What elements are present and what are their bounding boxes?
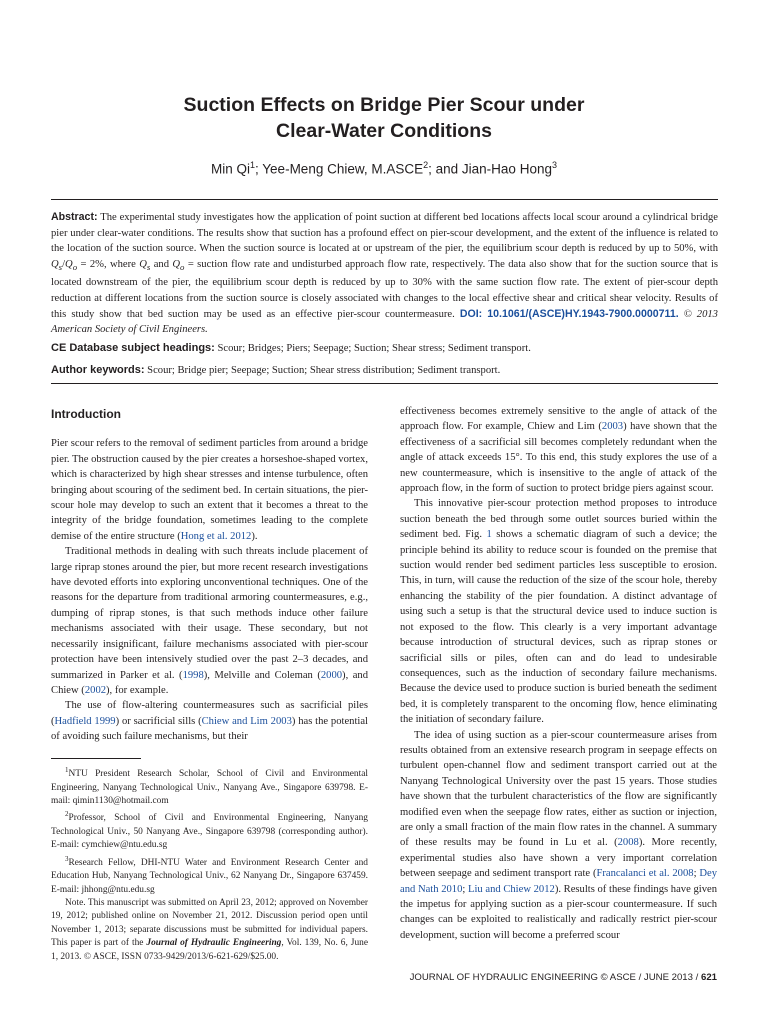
citation-link[interactable]: Dey and Nath 2010: [400, 868, 718, 895]
keywords-label: Author keywords:: [51, 364, 145, 376]
left-column: [51, 407, 368, 745]
paragraph: This innovative pier-scour protection method proposes to introduce suction beneath the bed through some outlet sources buried within the sediment bed. Fig. 1 shows a schematic diagram of such a device; the principle behind its ability to reduce scour is founded on the premise that suction would render bed sediment particles less susceptible to erosion. This, in turn, will cause the reduction of the size of the scour hole, thereby enhancing the stability of the pier foundation. A distinct advantage of using such a setup is that the structural device used to induce suction is not exposed to the flow. This clearly is a very important advantage because introduction of structural devices, such as riprap stones or sacrificial sills or piles, often can and do lead to undesirable consequences, such as the induction of secondary failure mechanisms. Because the device used to produce suction is buried beneath the sediment bed, it is completely transparent to the oncoming flow, hence eliminating the initiation of secondary failure.: [400, 498, 717, 726]
citation-link[interactable]: 2003: [601, 421, 624, 433]
citation-link[interactable]: 2008: [617, 837, 639, 849]
abstract-label: Abstract:: [51, 211, 98, 223]
citation-link[interactable]: Chiew and Lim 2003: [201, 715, 292, 727]
author-keywords: [51, 364, 718, 376]
copyright: © 2013 American Society of Civil Engineers.: [51, 308, 718, 336]
citation-link[interactable]: Liu and Chiew 2012: [468, 883, 555, 895]
affil-mark-3: 3: [551, 160, 557, 170]
paragraph: The use of flow-altering countermeasures such as sacrificial piles (Hadfield 1999) or sacrificial sills (Chiew and Lim 2003) has the potential of avoiding such failure mechanisms, but their: [51, 700, 368, 743]
journal-name: Journal of Hydraulic Engineering: [146, 938, 282, 949]
abstract-text: The experimental study investigates how the application of point suction at different bed locations affects local scour around a cylindrical bridge pier under clear-water conditions. The results show that suction has a profound effect on pier-scour development, and the extent of the influence is related to the location of the suction source. When the suction source is located at or upstream of the pier, the equilibrium scour depth is reduced by up to 50%, with: [51, 212, 718, 255]
page-number: 621: [700, 972, 717, 983]
submission-note: Note. This manuscript was submitted on April 23, 2012; approved on November 19, 2012; published online on November 21, 2012. Discussion period open until November 1, 2013; separate discussions must be submitted for individual papers. This paper is part of the Journal of Hydraulic Engineering, Vol. 139, No. 6, June 1, 2013. © ASCE, ISSN 0733-9429/2013/6-621-629/$25.00.: [51, 898, 368, 962]
paragraph: The idea of using suction as a pier-scour countermeasure arises from results obtained from an extensive research program in seepage effects on turbulent open-channel flow and sediment transport carried out at the Nanyang Technological University over the past 15 years. Those studies have shown that the turbulent characteristics of the flow are significantly modified even when the seepage flow rates, either as suction or injection, are only a small fraction of the main flow rates in the channel. A summary of these results may be found in Lu et al. (2008). More recently, experimental studies also have shown a very important correlation between seepage and sediment transport rate (Francalanci et al. 2008; Dey and Nath 2010; Liu and Chiew 2012). Results of these findings have given the impetus for applying suction as a pier-scour countermeasure. If such changes can be exploited to realistically and radically restrict pier-scour development, suction will become a preferred scour: [400, 729, 718, 941]
abstract-bottom-rule: [51, 383, 718, 384]
author-2: ; Yee-Meng Chiew, M.ASCE: [255, 161, 424, 177]
paragraph: Traditional methods in dealing with such threats include placement of large riprap stones around the pier, but more recent research investigations have devoted efforts into exploring unconventional techniques. One of the reasons for the departure from traditional armoring countermeasures, e.g., dumping of riprap stones, is that such methods induce other failure mechanisms associated with their usage. These secondary, but not necessarily insignificant, failure mechanisms associated with pier-scour protection have been intensively studied over the past 2–3 decades, and summarized in Parker et al. (1998), Melville and Coleman (2000), and Chiew (2002), for example.: [51, 546, 369, 696]
abstract-top-rule: [51, 199, 718, 200]
abstract: Abstract: The experimental study investigates how the application of point suction at different bed locations affects local scour around a cylindrical bridge pier under clear-water conditions. The results show that suction has a profound effect on pier-scour development, and the extent of the influence is related to the location of the suction source. When the suction source is located at or upstream of the pier, the equilibrium scour depth is reduced by up to 50%, with $Q_s/Q_o = 2\%$, where $Q_s$ and $Q_o$ = suction flow rate and undisturbed approach flow rate, respectively. The data also show that for the suction source that is located downstream of the pier, the equilibrium scour depth is reduced by up to 30% with the same suction flow rate. The extent of pier-scour depth reduction at different locations from the suction source is closely associated with changes to the local effective shear and critical shear velocity. Results of this study show that bed suction may be used as an effective pier-scour countermeasure. DOI: 10.1061/(ASCE)HY.1943-7900.0000711. © 2013 American Society of Civil Engineers.: [51, 211, 719, 336]
figure-link[interactable]: 1: [486, 529, 492, 541]
doi-link[interactable]: 10.1061/(ASCE)HY.1943-7900.0000711.: [487, 307, 679, 320]
subject-label: CE Database subject headings:: [51, 342, 215, 354]
right-column: [400, 404, 717, 943]
paper-title: [0, 92, 768, 144]
citation-link[interactable]: Hadfield 1999: [54, 715, 116, 727]
paragraph: Pier scour refers to the removal of sediment particles from around a bridge pier. The obstruction caused by the pier creates a horseshoe-shaped vortex, which is characterized by high shear stresses and intense turbulence, often bringing about scouring of the sediment bed. In certain situations, the pier-scour hole may develop to such an extent that it becomes a threat to the integrity of the bridge foundation, sometimes leading to the complete demise of the entire structure (Hong et al. 2012).: [51, 438, 368, 542]
footnote-2: $^2$Professor, School of Civil and Environmental Engineering, Nanyang Technological Univ., 50 Nanyang Ave., Singapore 639798 (corresponding author). E-mail: cymchiew@ntu.edu.sg: [51, 810, 368, 851]
footnotes: [51, 764, 368, 964]
citation-link[interactable]: 1998: [182, 669, 204, 681]
page-footer: [410, 972, 717, 983]
subject-headings: [51, 342, 718, 354]
footnote-1: $^1$NTU President Research Scholar, School of Civil and Environmental Engineering, Nanyang Technological Univ., Nanyang Ave., Singapore 639798. E-mail: qimin1130@hotmail.com: [51, 766, 368, 806]
title-line-1: Suction Effects on Bridge Pier Scour under: [183, 94, 585, 116]
keywords-text: Scour; Bridge pier; Seepage; Suction; Shear stress distribution; Sediment transport.: [147, 365, 501, 376]
author-3: ; and Jian-Hao Hong: [428, 161, 552, 177]
affil-mark-2: 2: [423, 160, 429, 170]
footnote-rule: [51, 758, 141, 759]
citation-link[interactable]: 2000: [320, 669, 343, 681]
abstract-text-3: = suction flow rate and undisturbed approach flow rate, respectively. The data also show that for the suction source that is located downstream of the pier, the equilibrium scour depth is reduced by up to 30% with the same suction flow rate. The extent of pier-scour depth reduction at different locations from the suction source is closely associated with changes to the local effective shear and critical shear velocity. Results of this study show that bed suction may be used as an effective pier-scour countermeasure.: [51, 258, 719, 320]
doi-label: DOI:: [459, 307, 483, 320]
author-list: [0, 160, 768, 177]
footnote-3: $^3$Research Fellow, DHI-NTU Water and Environment Research Center and Education Hub, Nanyang Technological Univ., 62 Nanyang Dr., Singapore 637459. E-mail: jhhong@ntu.edu.sg: [51, 854, 368, 895]
title-line-2: Clear-Water Conditions: [276, 120, 492, 142]
subject-text: Scour; Bridges; Piers; Seepage; Suction; Shear stress; Sediment transport.: [217, 343, 531, 354]
author-1: Min Qi: [211, 161, 251, 177]
citation-link[interactable]: Hong et al. 2012: [180, 530, 252, 542]
abstract-text-2: = 2%, where: [77, 258, 140, 270]
citation-link[interactable]: 2002: [84, 684, 107, 696]
citation-link[interactable]: Francalanci et al. 2008: [596, 868, 694, 880]
affil-mark-1: 1: [250, 160, 256, 170]
paragraph: effectiveness becomes extremely sensitive to the angle of attack of the approach flow. For example, Chiew and Lim (2003) have shown that the effectiveness of a sacrificial sill becomes completely redundant when the angle of attack exceeds 15°. To this end, this study explores the use of a new countermeasure, which is insensitive to the angle of attack of the approach flow, in the form of suction to protect bridge piers against scour.: [400, 406, 717, 495]
footer-journal: JOURNAL OF HYDRAULIC ENGINEERING © ASCE / JUNE 2013 /: [409, 972, 701, 983]
section-heading-introduction: Introduction: [51, 407, 121, 421]
